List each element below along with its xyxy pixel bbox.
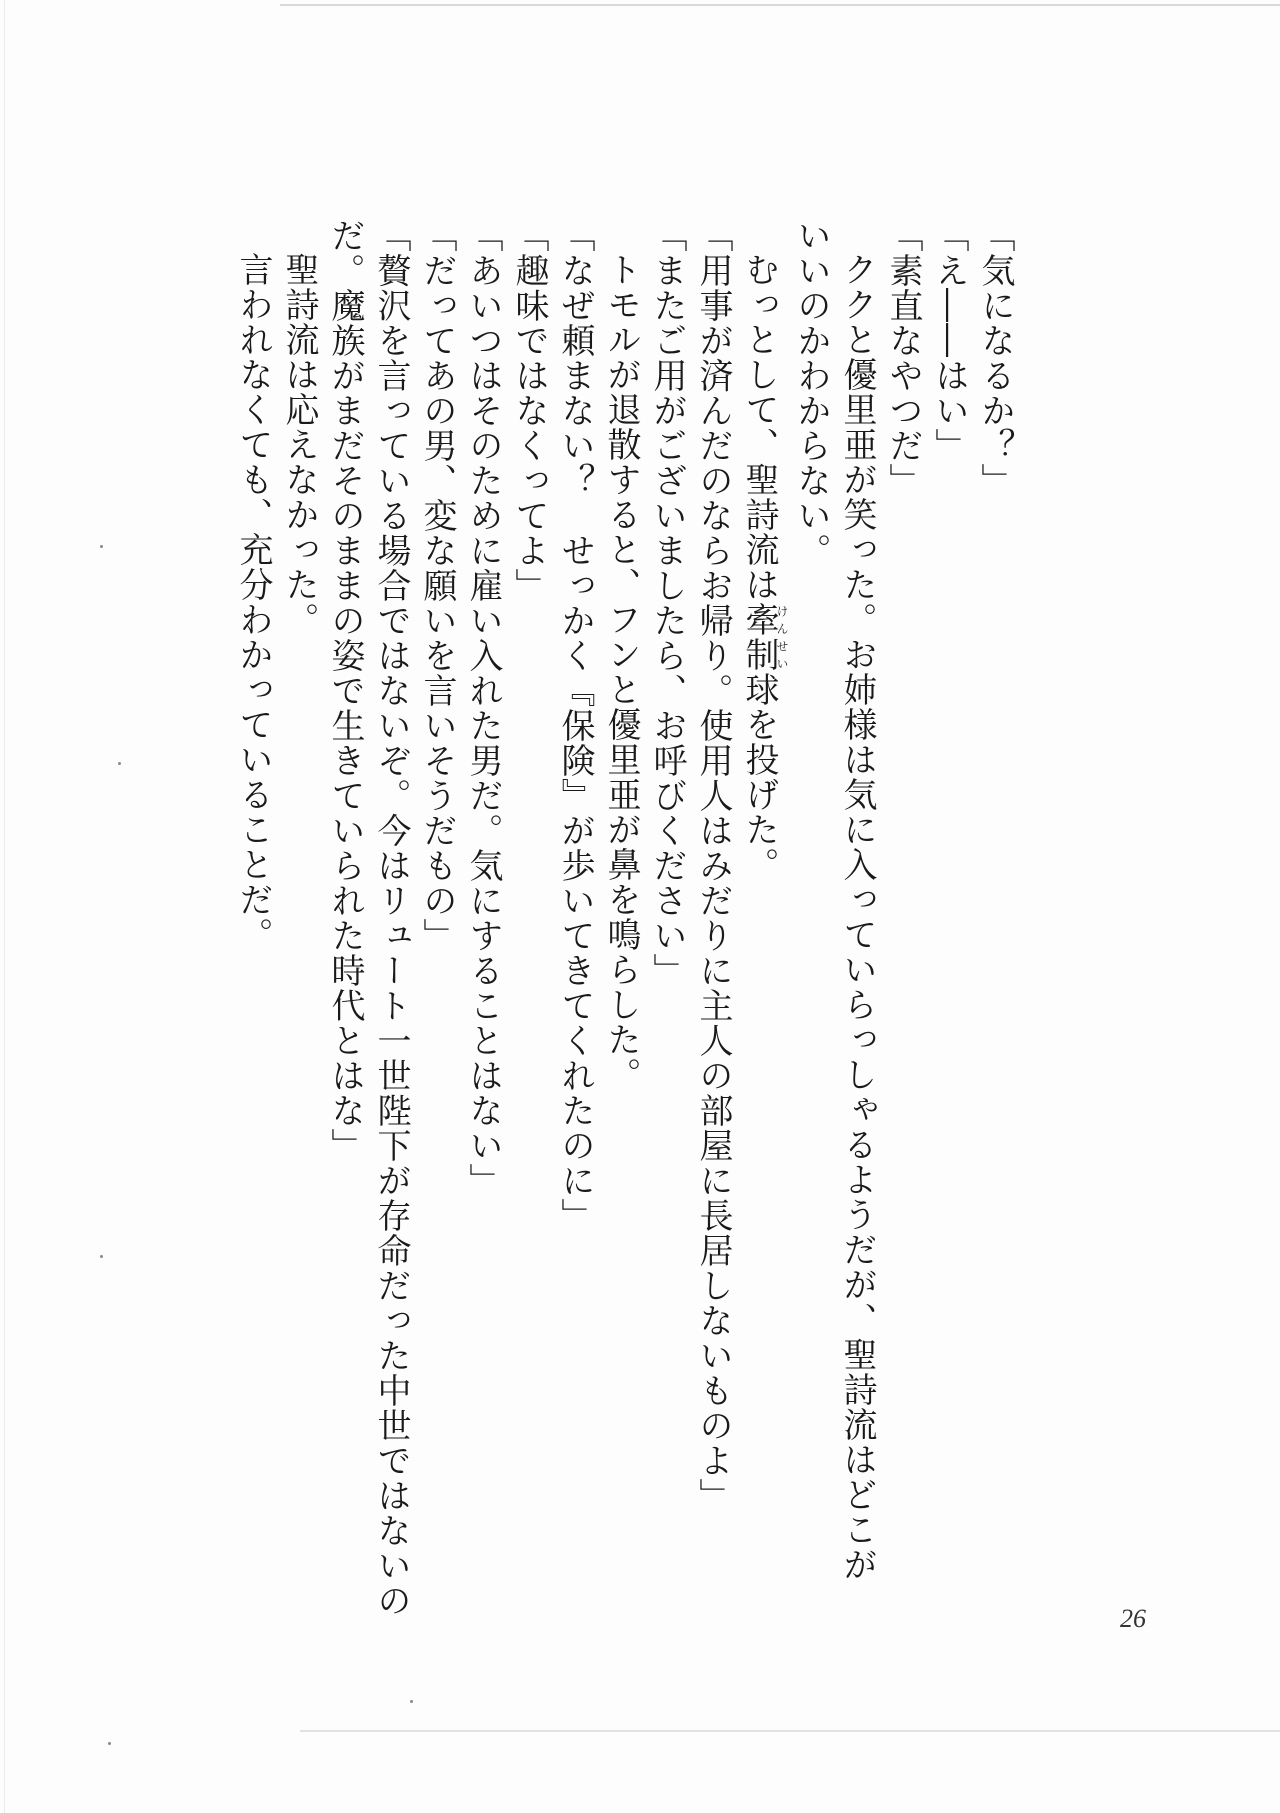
scan-speck [100,1255,103,1258]
scan-speck [118,762,121,765]
text-line: いいのかわからない。 [791,218,831,568]
page-number: 26 [1120,1604,1146,1633]
scan-edge-bottom [300,1730,1280,1732]
text-line: 「だってあの男、変な願いを言いそうだもの」 [417,218,457,953]
text-line: だ。魔族がまだそのままの姿で生きていられた時代とはな」 [325,218,365,1163]
text-segment: むっとして、聖詩流は [739,252,779,602]
text-line: 「趣味ではなくってよ」 [509,218,549,603]
ruby-base: 牽制 [739,602,779,672]
text-line: ククと優里亜が笑った。お姉様は気に入っていらっしゃるようだが、聖詩流はどこが [837,252,877,1582]
text-line: トモルが退散すると、フンと優里亜が鼻を鳴らした。 [601,252,641,1092]
text-line: 「あいつはそのために雇い入れた男だ。気にすることはない」 [463,218,503,1198]
text-line: 「え――はい」 [929,218,969,463]
scan-speck [410,1700,413,1703]
text-line: 言われなくても、充分わかっていることだ。 [233,252,273,952]
text-line-with-ruby [736,218,788,1398]
vertical-text-body [233,218,1018,1618]
text-line: 「気になるか？」 [975,218,1015,498]
ruby-reading: けんせい [775,602,789,672]
scan-speck [108,1742,111,1745]
text-line: 「贅沢を言っている場合ではないぞ。今はリュート一世陛下が存命だった中世ではないの [371,218,411,1618]
text-line: 「素直なやつだ」 [883,218,923,498]
text-segment: 球を投げた。 [739,672,779,882]
text-line: 聖詩流は応えなかった。 [279,252,319,637]
text-line: 「用事が済んだのならお帰り。使用人はみだりに主人の部屋に長居しないものよ」 [693,218,733,1513]
ruby-word [739,602,789,672]
scan-edge-top [280,4,1280,6]
scan-edge-left [4,0,5,1813]
text-line: 「なぜ頼まない？ せっかく『保険』が歩いてきてくれたのに」 [555,218,595,1233]
scan-speck [100,545,103,548]
text-line: 「またご用がございましたら、お呼びください」 [647,218,687,988]
